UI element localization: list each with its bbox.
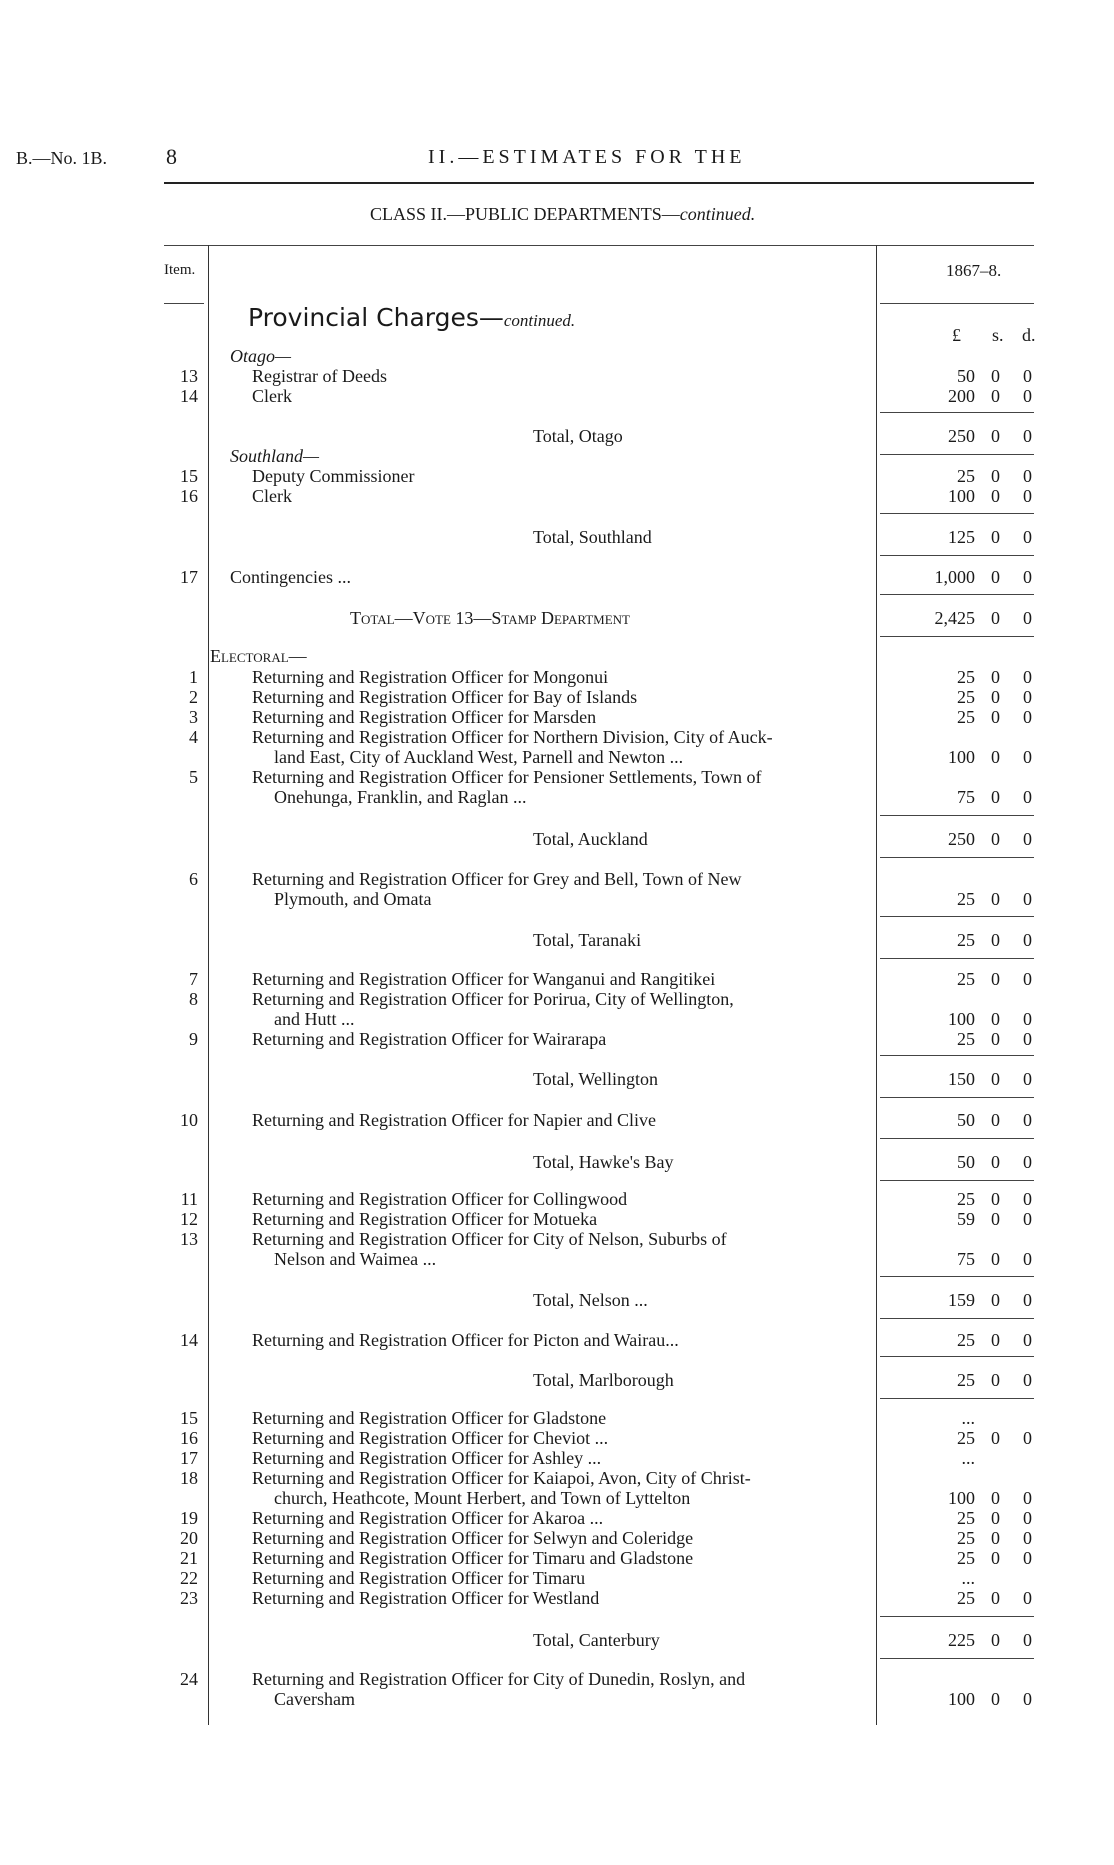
- electoral-heading: Electoral—: [210, 646, 307, 666]
- canterbury-row-item: 16: [180, 1428, 198, 1448]
- hawkes-row-desc: Returning and Registration Officer for Napier and Clive: [252, 1110, 657, 1130]
- wellington-row-item: 8: [189, 989, 198, 1009]
- canterbury-row-pence: 0: [1023, 1588, 1032, 1608]
- auckland-row-item: 4: [189, 727, 198, 747]
- wellington-row-desc-cont: and Hutt ...: [274, 1009, 355, 1029]
- vote-total-rule-bottom: [880, 636, 1034, 637]
- canterbury-row-shillings: 0: [991, 1588, 1000, 1608]
- nelson-row-pence: 0: [1023, 1209, 1032, 1229]
- nelson-total-label: Total, Nelson ...: [533, 1290, 648, 1310]
- canterbury-total-label: Total, Canterbury: [533, 1630, 660, 1650]
- canterbury-row-desc: Returning and Registration Officer for Kaiapoi, Avon, City of Christ-: [252, 1468, 751, 1488]
- taranaki-row-shillings: 0: [991, 889, 1000, 909]
- auckland-row-desc: Returning and Registration Officer for Marsden: [252, 707, 597, 727]
- auckland-row-pence: 0: [1023, 687, 1032, 707]
- marlborough-row-pence: 0: [1023, 1330, 1032, 1350]
- dunedin-row-pounds: 100: [948, 1689, 975, 1709]
- canterbury-row-item: 17: [180, 1448, 198, 1468]
- nelson-row-desc: Returning and Registration Officer for Collingwood: [252, 1189, 628, 1209]
- taranaki-total-pounds: 25: [957, 930, 975, 950]
- canterbury-row-pounds: 25: [957, 1428, 975, 1448]
- southland-row-desc: Deputy Commissioner: [252, 466, 415, 486]
- dunedin-row-shillings: 0: [991, 1689, 1000, 1709]
- hawkes-row-item: 10: [180, 1110, 198, 1130]
- vote-total-label: Total—Vote 13—Stamp Department: [350, 608, 630, 628]
- otago-row-pence: 0: [1023, 386, 1032, 406]
- marlborough-row-shillings: 0: [991, 1330, 1000, 1350]
- header-rule: [164, 182, 1034, 184]
- canterbury-row-pence: 0: [1023, 1548, 1032, 1568]
- canterbury-total-pounds: 225: [948, 1630, 975, 1650]
- page-title: II.—ESTIMATES FOR THE: [428, 146, 746, 168]
- contingencies-row-shillings: 0: [991, 567, 1000, 587]
- auckland-row-item: 3: [189, 707, 198, 727]
- auckland-row-item: 1: [189, 667, 198, 687]
- hawkes-total-shillings: 0: [991, 1152, 1000, 1172]
- canterbury-row-pence: 0: [1023, 1488, 1032, 1508]
- section-title: Provincial Charges—continued.: [248, 303, 576, 332]
- southland-row-pounds: 100: [948, 486, 975, 506]
- auckland-row-pounds: 100: [948, 747, 975, 767]
- taranaki-row-desc: Returning and Registration Officer for Grey and Bell, Town of New: [252, 869, 742, 889]
- auckland-total-rule-bottom: [880, 857, 1034, 858]
- canterbury-row-pounds: ...: [961, 1448, 975, 1468]
- canterbury-row-pounds: 25: [957, 1588, 975, 1608]
- southland-total-label: Total, Southland: [533, 527, 652, 547]
- otago-row-shillings: 0: [991, 386, 1000, 406]
- nelson-row-shillings: 0: [991, 1209, 1000, 1229]
- canterbury-row-pence: 0: [1023, 1428, 1032, 1448]
- wellington-row-shillings: 0: [991, 969, 1000, 989]
- nelson-row-desc: Returning and Registration Officer for Motueka: [252, 1209, 598, 1229]
- otago-total-rule: [880, 412, 1034, 413]
- nelson-row-item: 11: [180, 1189, 198, 1209]
- dunedin-row-item: 24: [180, 1669, 198, 1689]
- page-number: 8: [166, 144, 177, 169]
- nelson-total-shillings: 0: [991, 1290, 1000, 1310]
- southland-row-desc: Clerk: [252, 486, 292, 506]
- canterbury-total-rule: [880, 1616, 1034, 1617]
- otago-total-shillings: 0: [991, 426, 1000, 446]
- southland-row-shillings: 0: [991, 466, 1000, 486]
- otago-total-rule-bottom: [880, 454, 1034, 455]
- canterbury-total-pence: 0: [1023, 1630, 1032, 1650]
- nelson-row-pounds: 25: [957, 1189, 975, 1209]
- canterbury-total-rule-bottom: [880, 1658, 1034, 1659]
- southland-row-pence: 0: [1023, 466, 1032, 486]
- dunedin-row-pence: 0: [1023, 1689, 1032, 1709]
- wellington-row-pounds: 25: [957, 969, 975, 989]
- canterbury-row-item: 23: [180, 1588, 198, 1608]
- dunedin-row-desc-cont: Caversham: [274, 1689, 355, 1709]
- auckland-row-shillings: 0: [991, 707, 1000, 727]
- auckland-row-desc-cont: Onehunga, Franklin, and Raglan ...: [274, 787, 527, 807]
- otago-row-item: 13: [180, 366, 198, 386]
- canterbury-row-item: 22: [180, 1568, 198, 1588]
- auckland-row-pounds: 25: [957, 667, 975, 687]
- vote-total-pounds: 2,425: [934, 608, 975, 628]
- canterbury-row-item: 15: [180, 1408, 198, 1428]
- wellington-total-pounds: 150: [948, 1069, 975, 1089]
- table-top-rule: [164, 245, 1034, 246]
- taranaki-total-shillings: 0: [991, 930, 1000, 950]
- nelson-row-pounds: 59: [957, 1209, 975, 1229]
- wellington-row-shillings: 0: [991, 1009, 1000, 1029]
- amount-column-rule: [876, 245, 877, 1725]
- wellington-row-pounds: 25: [957, 1029, 975, 1049]
- wellington-total-rule-bottom: [880, 1097, 1034, 1098]
- otago-row-desc: Clerk: [252, 386, 292, 406]
- taranaki-row-desc-cont: Plymouth, and Omata: [274, 889, 432, 909]
- canterbury-row-pounds: 25: [957, 1508, 975, 1528]
- canterbury-row-item: 19: [180, 1508, 198, 1528]
- canterbury-row-pounds: ...: [961, 1568, 975, 1588]
- auckland-row-shillings: 0: [991, 787, 1000, 807]
- auckland-total-label: Total, Auckland: [533, 829, 648, 849]
- canterbury-total-shillings: 0: [991, 1630, 1000, 1650]
- southland-row-pounds: 25: [957, 466, 975, 486]
- canterbury-row-desc: Returning and Registration Officer for Akaroa ...: [252, 1508, 604, 1528]
- hawkes-row-shillings: 0: [991, 1110, 1000, 1130]
- vote-total-pence: 0: [1023, 608, 1032, 628]
- auckland-row-desc: Returning and Registration Officer for Northern Division, City of Auck-: [252, 727, 773, 747]
- canterbury-row-pounds: 25: [957, 1528, 975, 1548]
- canterbury-row-shillings: 0: [991, 1548, 1000, 1568]
- marlborough-total-label: Total, Marlborough: [533, 1370, 674, 1390]
- nelson-row-desc-cont: Nelson and Waimea ...: [274, 1249, 437, 1269]
- wellington-row-desc: Returning and Registration Officer for Porirua, City of Wellington,: [252, 989, 734, 1009]
- otago-total-label: Total, Otago: [533, 426, 623, 446]
- hawkes-total-pence: 0: [1023, 1152, 1032, 1172]
- otago-row-pence: 0: [1023, 366, 1032, 386]
- canterbury-row-shillings: 0: [991, 1508, 1000, 1528]
- canterbury-row-desc: Returning and Registration Officer for Gladstone: [252, 1408, 607, 1428]
- marlborough-row-pounds: 25: [957, 1330, 975, 1350]
- document-reference: B.—No. 1B.: [16, 148, 108, 168]
- year-column-header: 1867–8.: [946, 261, 1002, 280]
- southland-row-item: 15: [180, 466, 198, 486]
- contingencies-row-item: 17: [180, 567, 198, 587]
- marlborough-total-pounds: 25: [957, 1370, 975, 1390]
- item-column-rule: [208, 245, 209, 1725]
- southland-total-pounds: 125: [948, 527, 975, 547]
- auckland-row-pounds: 75: [957, 787, 975, 807]
- wellington-row-pounds: 100: [948, 1009, 975, 1029]
- canterbury-row-pounds: 25: [957, 1548, 975, 1568]
- nelson-total-rule: [880, 1276, 1034, 1277]
- hawkes-total-label: Total, Hawke's Bay: [533, 1152, 674, 1172]
- hawkes-row-pounds: 50: [957, 1110, 975, 1130]
- canterbury-row-shillings: 0: [991, 1428, 1000, 1448]
- wellington-row-item: 9: [189, 1029, 198, 1049]
- taranaki-row-pounds: 25: [957, 889, 975, 909]
- marlborough-total-rule-bottom: [880, 1398, 1034, 1399]
- nelson-row-pence: 0: [1023, 1249, 1032, 1269]
- canterbury-row-pounds: ...: [961, 1408, 975, 1428]
- wellington-row-desc: Returning and Registration Officer for Wairarapa: [252, 1029, 607, 1049]
- canterbury-row-pence: 0: [1023, 1508, 1032, 1528]
- auckland-row-desc: Returning and Registration Officer for Bay of Islands: [252, 687, 638, 707]
- hawkes-total-pounds: 50: [957, 1152, 975, 1172]
- canterbury-row-pounds: 100: [948, 1488, 975, 1508]
- vote-total-shillings: 0: [991, 608, 1000, 628]
- southland-row-shillings: 0: [991, 486, 1000, 506]
- wellington-row-item: 7: [189, 969, 198, 989]
- auckland-total-rule: [880, 815, 1034, 816]
- currency-pence: d.: [1022, 325, 1036, 345]
- otago-row-pounds: 50: [957, 366, 975, 386]
- nelson-row-pence: 0: [1023, 1189, 1032, 1209]
- canterbury-row-desc: Returning and Registration Officer for Ashley ...: [252, 1448, 602, 1468]
- canterbury-row-desc: Returning and Registration Officer for Timaru: [252, 1568, 586, 1588]
- auckland-row-pence: 0: [1023, 747, 1032, 767]
- marlborough-total-shillings: 0: [991, 1370, 1000, 1390]
- marlborough-row-desc: Returning and Registration Officer for Picton and Wairau...: [252, 1330, 679, 1350]
- taranaki-total-rule: [880, 916, 1034, 917]
- southland-row-pence: 0: [1023, 486, 1032, 506]
- hawkes-total-rule: [880, 1138, 1034, 1139]
- contingencies-row-desc: Contingencies ...: [230, 567, 351, 587]
- canterbury-row-item: 20: [180, 1528, 198, 1548]
- otago-row-item: 14: [180, 386, 198, 406]
- southland-row-item: 16: [180, 486, 198, 506]
- canterbury-row-item: 21: [180, 1548, 198, 1568]
- otago-row-shillings: 0: [991, 366, 1000, 386]
- nelson-row-shillings: 0: [991, 1249, 1000, 1269]
- item-header-rule: [164, 303, 204, 304]
- dunedin-row-desc: Returning and Registration Officer for City of Dunedin, Roslyn, and: [252, 1669, 746, 1689]
- auckland-row-pence: 0: [1023, 707, 1032, 727]
- wellington-row-desc: Returning and Registration Officer for Wanganui and Rangitikei: [252, 969, 716, 989]
- nelson-row-desc: Returning and Registration Officer for City of Nelson, Suburbs of: [252, 1229, 727, 1249]
- hawkes-row-pence: 0: [1023, 1110, 1032, 1130]
- marlborough-total-pence: 0: [1023, 1370, 1032, 1390]
- southland-total-pence: 0: [1023, 527, 1032, 547]
- auckland-row-pounds: 25: [957, 687, 975, 707]
- otago-heading: Otago—: [230, 346, 292, 366]
- otago-row-pounds: 200: [948, 386, 975, 406]
- taranaki-total-rule-bottom: [880, 958, 1034, 959]
- nelson-total-pounds: 159: [948, 1290, 975, 1310]
- nelson-row-shillings: 0: [991, 1189, 1000, 1209]
- auckland-row-shillings: 0: [991, 687, 1000, 707]
- canterbury-row-desc: Returning and Registration Officer for Westland: [252, 1588, 600, 1608]
- otago-row-desc: Registrar of Deeds: [252, 366, 387, 386]
- canterbury-row-item: 18: [180, 1468, 198, 1488]
- auckland-row-shillings: 0: [991, 747, 1000, 767]
- canterbury-row-shillings: 0: [991, 1528, 1000, 1548]
- auckland-row-desc-cont: land East, City of Auckland West, Parnell and Newton ...: [274, 747, 684, 767]
- auckland-row-item: 2: [189, 687, 198, 707]
- canterbury-row-desc-cont: church, Heathcote, Mount Herbert, and Town of Lyttelton: [274, 1488, 691, 1508]
- canterbury-row-desc: Returning and Registration Officer for Selwyn and Coleridge: [252, 1528, 694, 1548]
- nelson-row-item: 13: [180, 1229, 198, 1249]
- nelson-row-item: 12: [180, 1209, 198, 1229]
- nelson-total-pence: 0: [1023, 1290, 1032, 1310]
- wellington-total-label: Total, Wellington: [533, 1069, 658, 1089]
- auckland-row-shillings: 0: [991, 667, 1000, 687]
- auckland-row-item: 5: [189, 767, 198, 787]
- auckland-total-shillings: 0: [991, 829, 1000, 849]
- auckland-total-pounds: 250: [948, 829, 975, 849]
- currency-pounds: £: [952, 325, 961, 345]
- auckland-row-pence: 0: [1023, 787, 1032, 807]
- wellington-row-pence: 0: [1023, 1009, 1032, 1029]
- nelson-total-rule-bottom: [880, 1318, 1034, 1319]
- marlborough-row-item: 14: [180, 1330, 198, 1350]
- contingencies-rule: [880, 555, 1034, 556]
- wellington-row-pence: 0: [1023, 969, 1032, 989]
- auckland-total-pence: 0: [1023, 829, 1032, 849]
- southland-heading: Southland—: [230, 446, 320, 466]
- canterbury-row-desc: Returning and Registration Officer for Cheviot ...: [252, 1428, 609, 1448]
- southland-total-shillings: 0: [991, 527, 1000, 547]
- otago-total-pence: 0: [1023, 426, 1032, 446]
- southland-total-rule: [880, 513, 1034, 514]
- canterbury-row-pence: 0: [1023, 1528, 1032, 1548]
- canterbury-row-desc: Returning and Registration Officer for Timaru and Gladstone: [252, 1548, 694, 1568]
- year-header-rule: [880, 303, 1034, 304]
- taranaki-total-label: Total, Taranaki: [533, 930, 642, 950]
- wellington-total-rule: [880, 1055, 1034, 1056]
- hawkes-total-rule-bottom: [880, 1180, 1034, 1181]
- canterbury-row-shillings: 0: [991, 1488, 1000, 1508]
- auckland-row-pence: 0: [1023, 667, 1032, 687]
- item-column-header: Item.: [164, 262, 196, 278]
- wellington-row-pence: 0: [1023, 1029, 1032, 1049]
- wellington-total-pence: 0: [1023, 1069, 1032, 1089]
- contingencies-row-pence: 0: [1023, 567, 1032, 587]
- marlborough-total-rule: [880, 1356, 1034, 1357]
- class-title: CLASS II.—PUBLIC DEPARTMENTS—continued.: [370, 204, 756, 224]
- currency-shillings: s.: [992, 325, 1004, 345]
- auckland-row-desc: Returning and Registration Officer for Pensioner Settlements, Town of: [252, 767, 762, 787]
- nelson-row-pounds: 75: [957, 1249, 975, 1269]
- auckland-row-pounds: 25: [957, 707, 975, 727]
- otago-total-pounds: 250: [948, 426, 975, 446]
- taranaki-total-pence: 0: [1023, 930, 1032, 950]
- taranaki-row-item: 6: [189, 869, 198, 889]
- taranaki-row-pence: 0: [1023, 889, 1032, 909]
- contingencies-row-pounds: 1,000: [934, 567, 975, 587]
- vote-total-rule: [880, 594, 1034, 595]
- auckland-row-desc: Returning and Registration Officer for Mongonui: [252, 667, 609, 687]
- wellington-total-shillings: 0: [991, 1069, 1000, 1089]
- wellington-row-shillings: 0: [991, 1029, 1000, 1049]
